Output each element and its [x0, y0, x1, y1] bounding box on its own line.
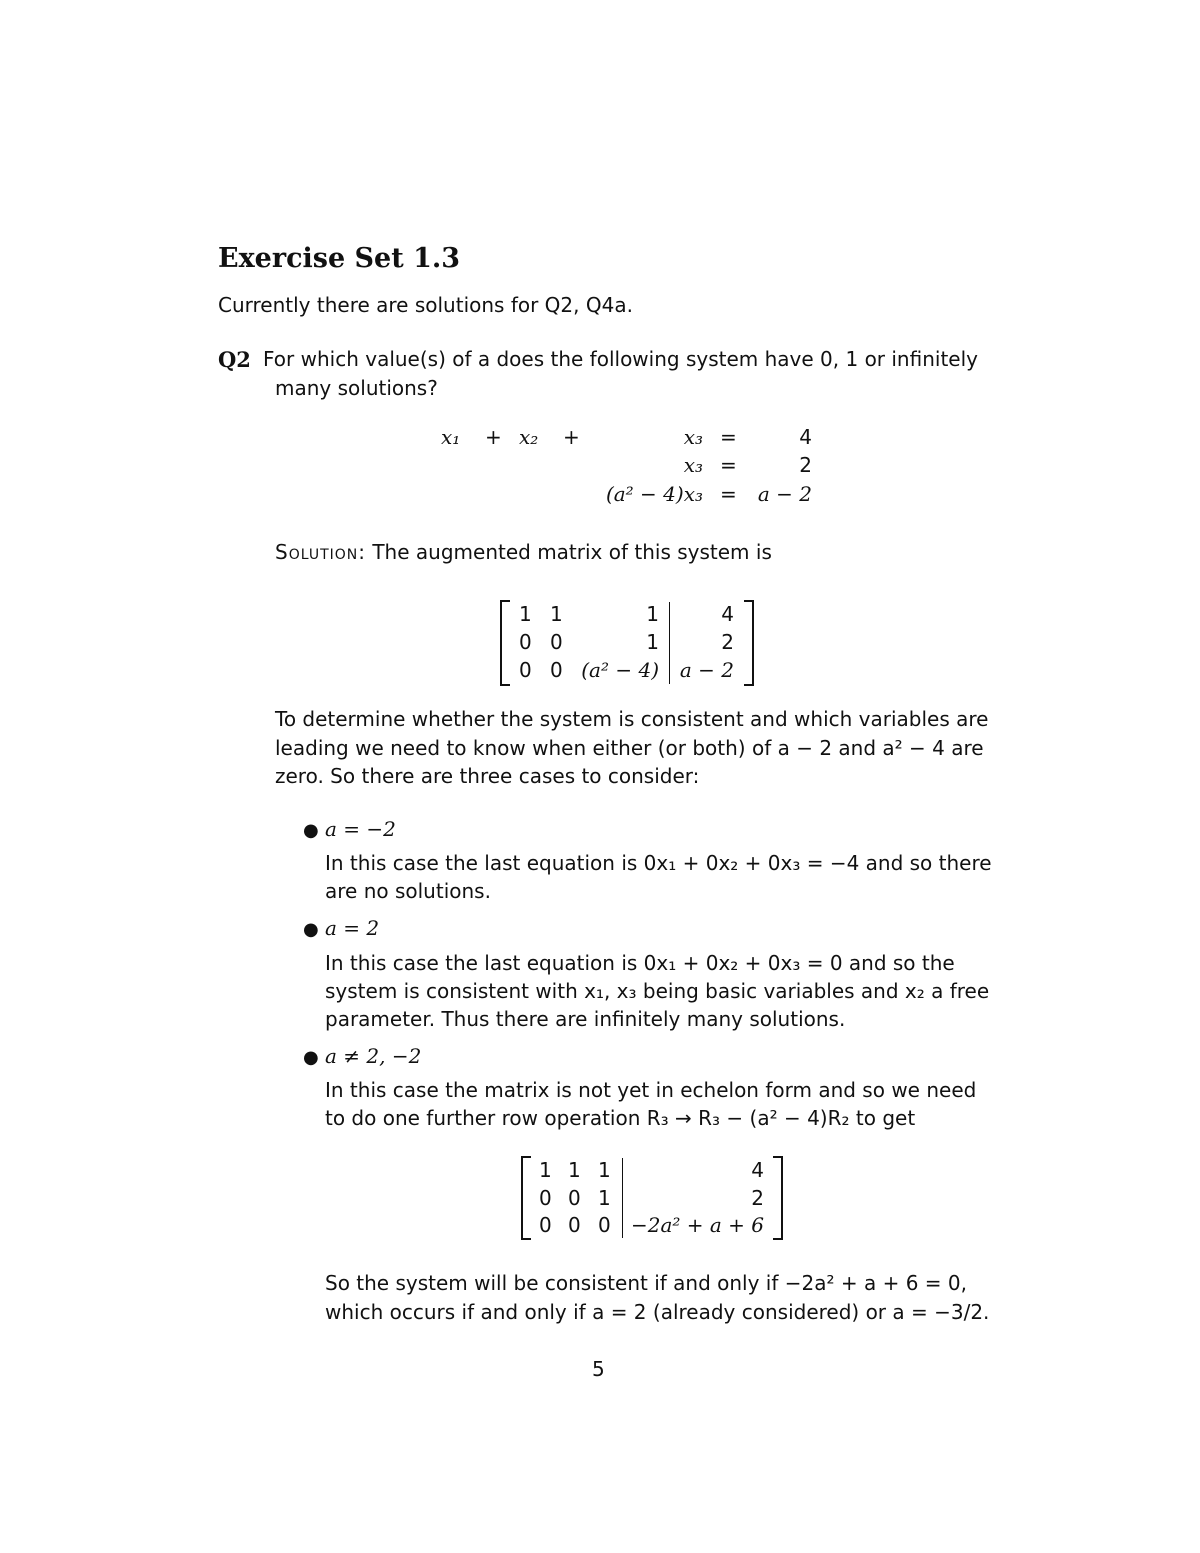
bullet-icon: ● [303, 820, 319, 841]
matrix-cell: 0 [539, 1186, 552, 1210]
eq-equals: = [720, 453, 737, 477]
matrix-cell: 0 [598, 1213, 611, 1237]
eq-plus: + [485, 425, 502, 449]
conclusion-line-2: which occurs if and only if a = 2 (already considered) or a = −3/2. [325, 1300, 990, 1324]
case-text-line: to do one further row operation R₃ → R₃ − (a² − 4)R₂ to get [325, 1106, 916, 1130]
intro-text: Currently there are solutions for Q2, Q4a. [218, 293, 633, 317]
solution-line [275, 540, 772, 564]
matrix-cell: 0 [550, 630, 563, 654]
matrix-cell: 0 [550, 658, 563, 682]
case-text-line: are no solutions. [325, 879, 491, 903]
matrix-cell: 4 [751, 1158, 764, 1182]
augmented-matrix-2 [521, 1156, 783, 1240]
matrix-cell: 1 [550, 602, 563, 626]
matrix-cell: 1 [646, 602, 659, 626]
case-text-line: system is consistent with x₁, x₃ being basic variables and x₂ a free [325, 979, 990, 1003]
eq-equals: = [720, 482, 737, 506]
eq-rhs: 2 [799, 453, 812, 477]
matrix-cell: 0 [568, 1186, 581, 1210]
matrix-cell: 1 [568, 1158, 581, 1182]
eq-term-x2: x₂ [519, 425, 539, 449]
matrix-cell: 1 [598, 1186, 611, 1210]
augment-divider [669, 602, 670, 684]
eq-rhs: 4 [799, 425, 812, 449]
augment-divider [622, 1158, 623, 1238]
matrix-cell: 1 [539, 1158, 552, 1182]
question-label: Q2 [218, 347, 251, 372]
matrix-cell: 2 [721, 630, 734, 654]
solution-label: Solution: [275, 540, 366, 564]
case-text-line: parameter. Thus there are infinitely many solutions. [325, 1007, 846, 1031]
conclusion-line-1: So the system will be consistent if and only if −2a² + a + 6 = 0, [325, 1271, 967, 1295]
paragraph-line-2: leading we need to know when either (or both) of a − 2 and a² − 4 are [275, 736, 984, 760]
paragraph-line-1: To determine whether the system is consistent and which variables are [275, 707, 989, 731]
question-text-line-1: For which value(s) of a does the following system have 0, 1 or infinitely [263, 347, 978, 371]
eq-term-x3: (a² − 4)x₃ [605, 482, 703, 506]
matrix-cell: 2 [751, 1186, 764, 1210]
solution-text: The augmented matrix of this system is [372, 540, 772, 564]
bullet-icon: ● [303, 919, 319, 940]
matrix-right-bracket [773, 1156, 783, 1240]
case-condition: a ≠ 2, −2 [325, 1044, 422, 1068]
matrix-cell: 1 [519, 602, 532, 626]
question-text-line-2: many solutions? [275, 376, 438, 400]
matrix-cell: a − 2 [679, 658, 734, 682]
case-text-line: In this case the last equation is 0x₁ + 0x₂ + 0x₃ = 0 and so the [325, 951, 955, 975]
matrix-cell: 4 [721, 602, 734, 626]
matrix-left-bracket [500, 600, 510, 686]
case-condition: a = −2 [325, 817, 396, 841]
case-condition: a = 2 [325, 916, 380, 940]
page-number: 5 [592, 1357, 605, 1381]
eq-term-x3: x₃ [683, 425, 703, 449]
matrix-left-bracket [521, 1156, 531, 1240]
matrix-cell: (a² − 4) [581, 658, 659, 682]
case-text-line: In this case the last equation is 0x₁ + 0x₂ + 0x₃ = −4 and so there [325, 851, 992, 875]
case-text-line: In this case the matrix is not yet in echelon form and so we need [325, 1078, 977, 1102]
section-heading: Exercise Set 1.3 [218, 243, 461, 274]
augmented-matrix-1 [500, 600, 754, 686]
matrix-right-bracket [744, 600, 754, 686]
matrix-cell: −2a² + a + 6 [630, 1213, 764, 1237]
matrix-cell: 1 [598, 1158, 611, 1182]
paragraph-line-3: zero. So there are three cases to consider: [275, 764, 700, 788]
eq-equals: = [720, 425, 737, 449]
eq-term-x3: x₃ [683, 453, 703, 477]
matrix-cell: 1 [646, 630, 659, 654]
bullet-icon: ● [303, 1047, 319, 1068]
matrix-cell: 0 [568, 1213, 581, 1237]
eq-rhs: a − 2 [757, 482, 812, 506]
eq-term-x1: x₁ [441, 425, 461, 449]
matrix-cell: 0 [519, 630, 532, 654]
matrix-cell: 0 [519, 658, 532, 682]
eq-plus: + [563, 425, 580, 449]
matrix-cell: 0 [539, 1213, 552, 1237]
